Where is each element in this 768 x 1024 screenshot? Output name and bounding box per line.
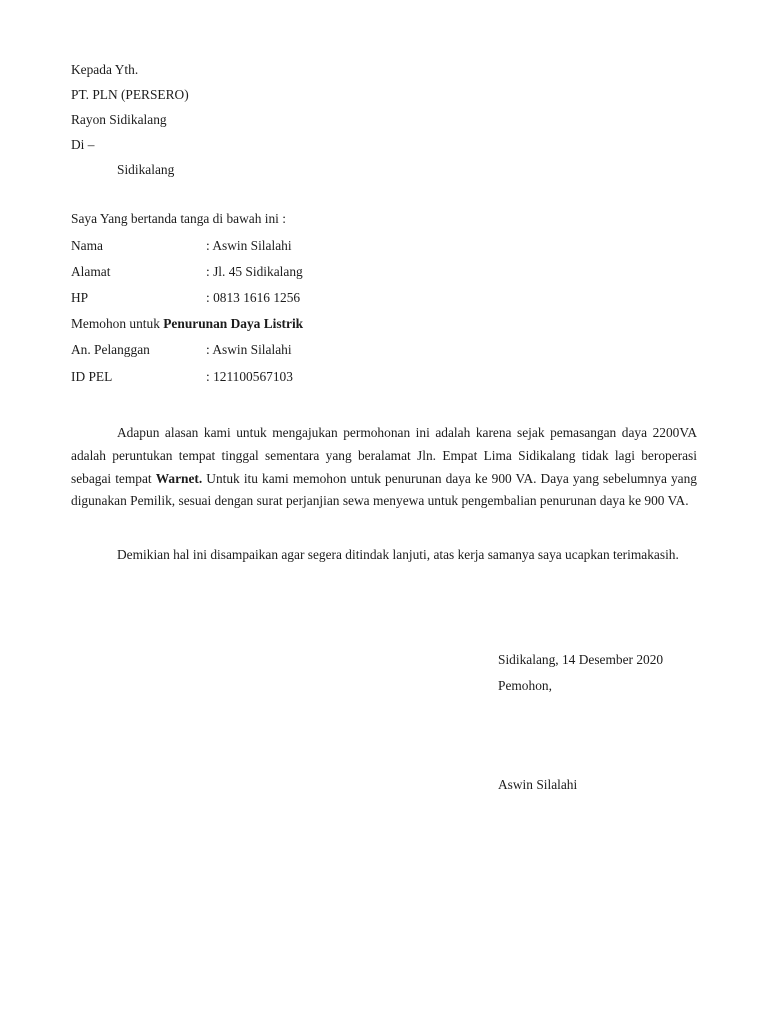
address-label: Alamat: [71, 264, 111, 279]
customer-id-label: ID PEL: [71, 369, 113, 384]
body-paragraph-closing: Demikian hal ini disampaikan agar segera ditindak lanjuti, atas kerja samanya saya ucapkan terimakasih.: [117, 547, 679, 562]
request-prefix: Memohon untuk: [71, 316, 164, 331]
address-value: : Jl. 45 Sidikalang: [206, 264, 303, 279]
request-subject: Penurunan Daya Listrik: [163, 316, 304, 331]
phone-value: : 0813 1616 1256: [206, 290, 301, 305]
phone-label: HP: [71, 290, 89, 305]
name-value: : Aswin Silalahi: [206, 238, 292, 253]
recipient-line-greeting: Kepada Yth.: [71, 62, 139, 77]
customer-id-value: : 121100567103: [206, 369, 293, 384]
recipient-line-office: Rayon Sidikalang: [71, 112, 167, 127]
reason-text-bold: Warnet.: [155, 470, 203, 486]
name-label: Nama: [71, 238, 103, 253]
customer-name-value: : Aswin Silalahi: [206, 342, 292, 357]
reason-text-part1: Adapun alasan kami untuk mengajukan permohonan ini adalah karena sejak pemasangan daya 2200VA adalah peruntukan tempat tinggal sementara yang beralamat Jln. Empat Lima Sidikalang tidak lagi beroperasi sebagai tempat: [71, 425, 697, 486]
recipient-line-di: Di –: [71, 137, 95, 152]
body-paragraph-reason: [71, 422, 697, 513]
recipient-line-city: Sidikalang: [117, 162, 175, 177]
reason-text-part2: Untuk itu kami memohon untuk penurunan daya ke 900 VA. Daya yang sebelumnya yang digunakan Pemilik, sesuai dengan surat perjanjian sewa menyewa untuk pengembalian penurunan daya ke 900 VA.: [71, 470, 697, 509]
recipient-line-company: PT. PLN (PERSERO): [71, 87, 189, 102]
request-line: [71, 316, 303, 332]
signer-role: Pemohon,: [498, 678, 552, 693]
signer-name: Aswin Silalahi: [498, 777, 578, 792]
customer-name-label: An. Pelanggan: [71, 342, 150, 357]
place-date: Sidikalang, 14 Desember 2020: [498, 652, 664, 667]
intro-text: Saya Yang bertanda tanga di bawah ini :: [71, 211, 286, 226]
